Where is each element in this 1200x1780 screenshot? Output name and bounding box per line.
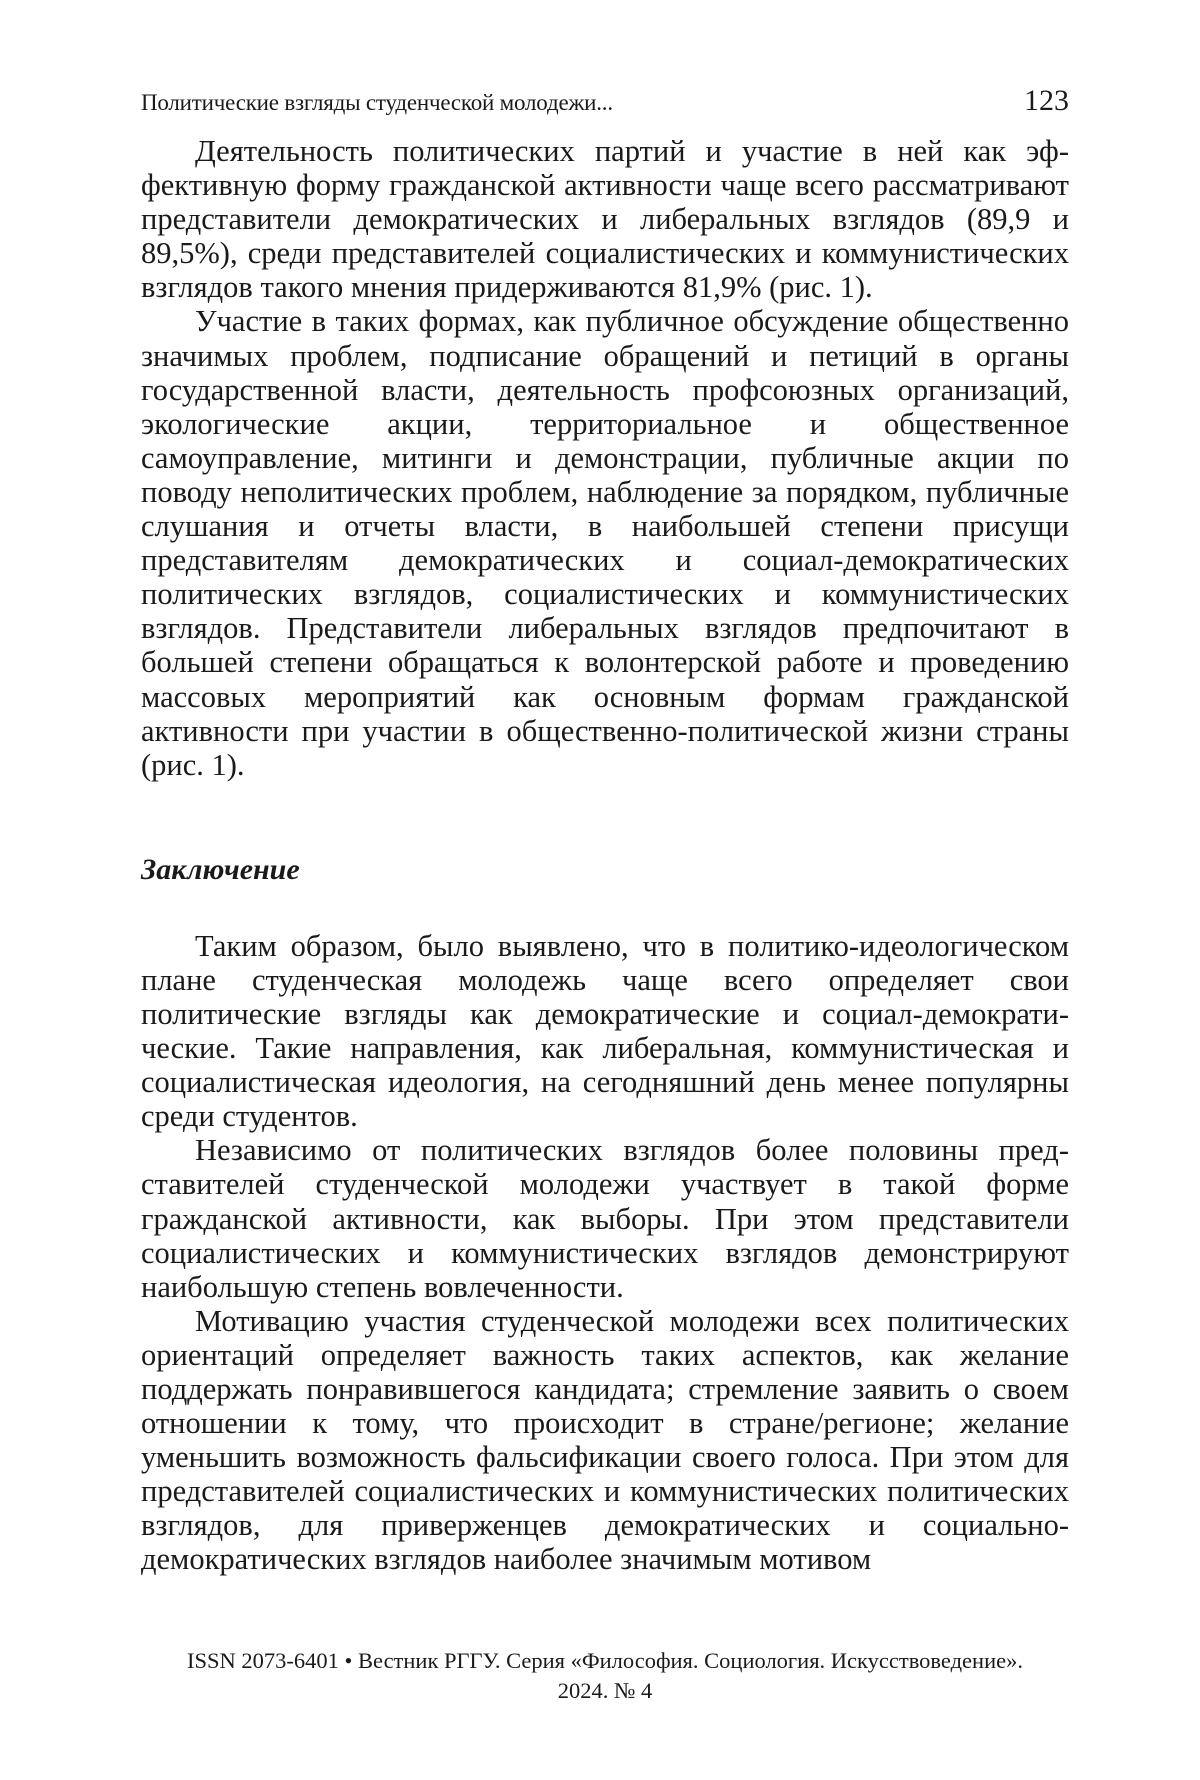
- body-text-before: [141, 134, 1069, 782]
- body-text-conclusion: [141, 929, 1069, 1577]
- page-footer: [141, 1646, 1069, 1706]
- paragraph-motivation: Мотивацию участия студенческой молодежи всех политических ориентаций определяет важность таких аспектов, как желание поддержать понравившегося кандидата; стремление заявить о своем отношении к тому, что происходит в стране/регионе; желание уменьшить возможность фальсификации своего голоса. При этом для представителей социалистических и коммунистических политических взглядов, для приверженцев демократических и социально-демократических взглядов наиболее значимым мотивом: [141, 1303, 1069, 1577]
- page-number: 123: [1024, 84, 1069, 117]
- section-heading-conclusion: Заключение: [141, 852, 300, 886]
- footer-issue-line: 2024. № 4: [557, 1678, 653, 1703]
- paragraph-conclusion-summary: Таким образом, было выявлено, что в политико-идеологическом плане студенческая молодежь чаще всего определяет свои политические взгляды как демократические и социал-демократические. Такие направления, как либеральная, коммунистическая и социалистическая идеология, на сегодняшний день менее популярны среди студентов.: [141, 928, 1069, 1134]
- running-title: Политические взгляды студенческой молодежи...: [141, 90, 613, 115]
- paragraph-party-activity: Деятельность политических партий и участие в ней как эффективную форму гражданской активности чаще всего рассматривают представители демократических и либеральных взглядов (89,9 и 89,5%), среди представителей социалистических и коммунистических взглядов такого мнения придерживаются 81,9% (рис. 1).: [141, 134, 1069, 305]
- paragraph-participation-forms: Участие в таких формах, как публичное обсуждение общественно значимых проблем, подписание обращений и петиций в органы государственной власти, деятельность профсоюзных организаций, экологические акции, территориальное и общественное самоуправление, митинги и демонстрации, публичные акции по поводу неполитических проблем, наблюдение за порядком, публичные слушания и отчеты власти, в наибольшей степени присущи представителям демократических и социал-демократических политических взглядов, социалистических и коммунистических взглядов. Представители либеральных взглядов предпочитают в большей степени обращаться к волонтерской работе и проведению массовых мероприятий как основным формам гражданской активности при участии в общественно-политической жизни страны (рис. 1).: [141, 304, 1069, 782]
- journal-page: [141, 84, 1069, 1577]
- running-header: [141, 84, 1069, 134]
- paragraph-elections-participation: Независимо от политических взглядов более половины представителей студенческой молодежи участвует в такой форме гражданской активности, как выборы. При этом представители социалистических и коммунистических взглядов демонстрируют наибольшую степень вовлеченности.: [141, 1133, 1069, 1304]
- footer-journal-line: ISSN 2073-6401 • Вестник РГГУ. Серия «Философия. Социология. Искусствоведение».: [187, 1648, 1023, 1673]
